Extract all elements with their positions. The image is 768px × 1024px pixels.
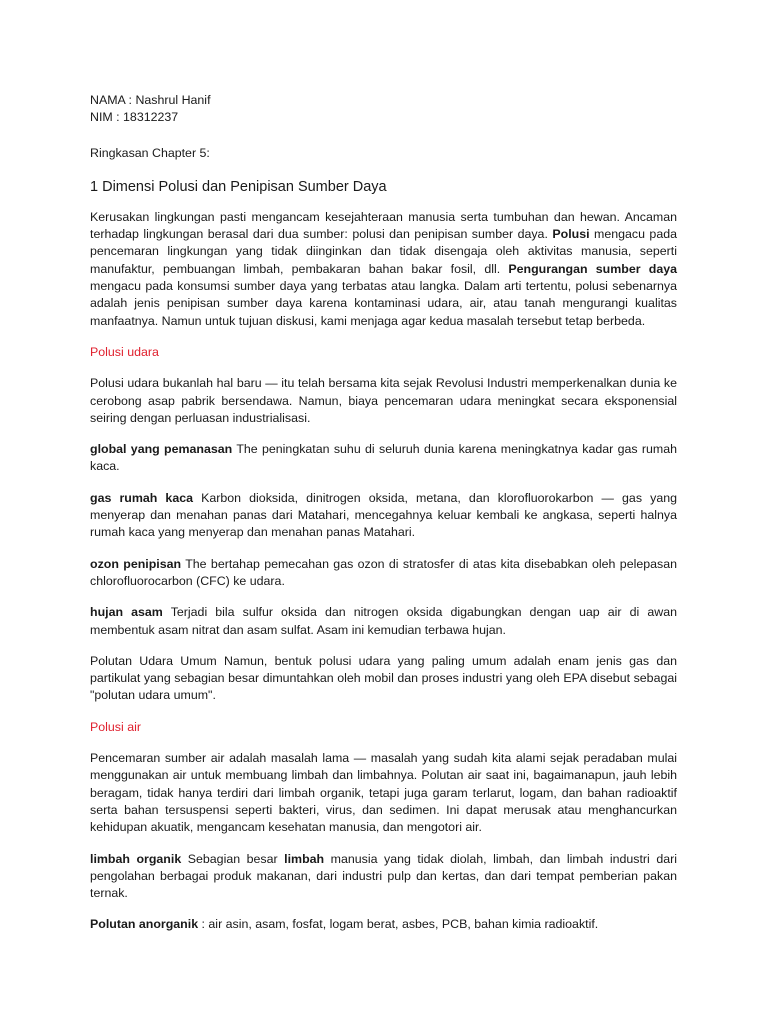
acid-rain-text: Terjadi bila sulfur oksida dan nitrogen oksida digabungkan dengan uap air di awan membentuk asam nitrat dan asam sulfat. Asam ini kemudian terbawa hujan.: [90, 605, 677, 637]
section-title: 1 Dimensi Polusi dan Penipisan Sumber Daya: [90, 178, 387, 195]
intro-text-1: Kerusakan lingkungan pasti mengancam kesejahteraan manusia serta tumbuhan dan hewan. Ancaman terhadap lingkungan berasal dari dua sumber: polusi dan penipisan sumber daya.: [90, 209, 677, 242]
ozone-term: ozon penipisan: [90, 556, 182, 571]
organic-waste-term2: limbah: [284, 851, 325, 866]
organic-waste-mid: Sebagian besar: [181, 851, 285, 866]
global-warming-term: global yang pemanasan: [90, 442, 233, 457]
global-warming-paragraph: [90, 441, 677, 476]
summary-title: Ringkasan Chapter 5:: [90, 145, 210, 160]
nim-line: NIM : 18312237: [90, 110, 179, 125]
greenhouse-term: gas rumah kaca: [90, 490, 193, 505]
greenhouse-paragraph: [90, 490, 677, 542]
inorganic-pollutants-paragraph: [90, 916, 677, 933]
intro-paragraph: [90, 209, 677, 330]
ozone-paragraph: [90, 556, 677, 591]
inorganic-term: Polutan anorganik: [90, 917, 199, 932]
water-pollution-heading: Polusi air: [90, 719, 141, 734]
water-intro-paragraph: Pencemaran sumber air adalah masalah lama — masalah yang sudah kita alami sejak peradaban mulai menggunakan air untuk membuang limbah dan limbahnya. Polutan air saat ini, bagaimanapun, jauh lebih beragam, tidak hanya terdiri dari limbah organik, tetapi juga garam terlarut, logam, dan bahan radioaktif serta bahan tersuspensi seperti bakteri, virus, dan sedimen. Ini dapat merusak atau menghancurkan kehidupan akuatik, mengancam kesehatan manusia, dan mengotori air.: [90, 751, 677, 835]
ozone-text: The bertahap pemecahan gas ozon di stratosfer di atas kita disebabkan oleh pelepasan chlorofluorocarbon (CFC) ke udara.: [90, 556, 677, 588]
author-info: [90, 92, 677, 127]
intro-term-pollution: Polusi: [552, 227, 590, 242]
global-warming-text: The peningkatan suhu di seluruh dunia karena meningkatnya kadar gas rumah kaca.: [90, 442, 678, 474]
common-pollutants-paragraph: Polutan Udara Umum Namun, bentuk polusi udara yang paling umum adalah enam jenis gas dan partikulat yang sebagian besar dimuntahkan oleh mobil dan proses industri yang oleh EPA disebut sebagai "polutan udara umum".: [90, 653, 677, 703]
greenhouse-text: Karbon dioksida, dinitrogen oksida, metana, dan klorofluorokarbon — gas yang menyerap dan menahan panas dari Matahari, mencegahnya keluar kembali ke angkasa, seperti halnya rumah kaca yang menyerap dan menahan panas Matahari.: [90, 490, 677, 540]
document-page: [90, 92, 677, 948]
acid-rain-paragraph: [90, 604, 677, 639]
organic-waste-text: manusia yang tidak diolah, limbah, dan limbah industri dari pengolahan berbagai produk makanan, dari industri pulp dan kertas, dan dari tempat pemberian pakan ternak.: [90, 851, 677, 901]
intro-text-3: mengacu pada konsumsi sumber daya yang terbatas atau langka. Dalam arti tertentu, polusi sebenarnya adalah jenis penipisan sumber daya karena kontaminasi udara, air, atau tanah mengurangi kualitas manfaatnya. Namun untuk tujuan diskusi, kami menjaga agar kedua masalah tersebut tetap berbeda.: [90, 279, 677, 328]
air-pollution-heading: Polusi udara: [90, 344, 159, 359]
intro-term-depletion: Pengurangan sumber daya: [508, 261, 677, 276]
organic-waste-paragraph: [90, 851, 677, 903]
organic-waste-term: limbah organik: [90, 851, 182, 866]
inorganic-text: : air asin, asam, fosfat, logam berat, asbes, PCB, bahan kimia radioaktif.: [198, 917, 599, 932]
air-intro-paragraph: Polusi udara bukanlah hal baru — itu telah bersama kita sejak Revolusi Industri memperkenalkan dunia ke cerobong asap pabrik bersendawa. Namun, biaya pencemaran udara meningkat secara eksponensial seiring dengan perluasan industrialisasi.: [90, 376, 677, 425]
name-line: NAMA : Nashrul Hanif: [90, 93, 211, 107]
acid-rain-term: hujan asam: [90, 605, 163, 620]
intro-text-2: mengacu pada pencemaran lingkungan yang tidak diinginkan dan tidak disengaja oleh aktivitas manusia, seperti manufaktur, pembuangan limbah, pembakaran bahan bakar fosil, dll.: [90, 227, 677, 276]
